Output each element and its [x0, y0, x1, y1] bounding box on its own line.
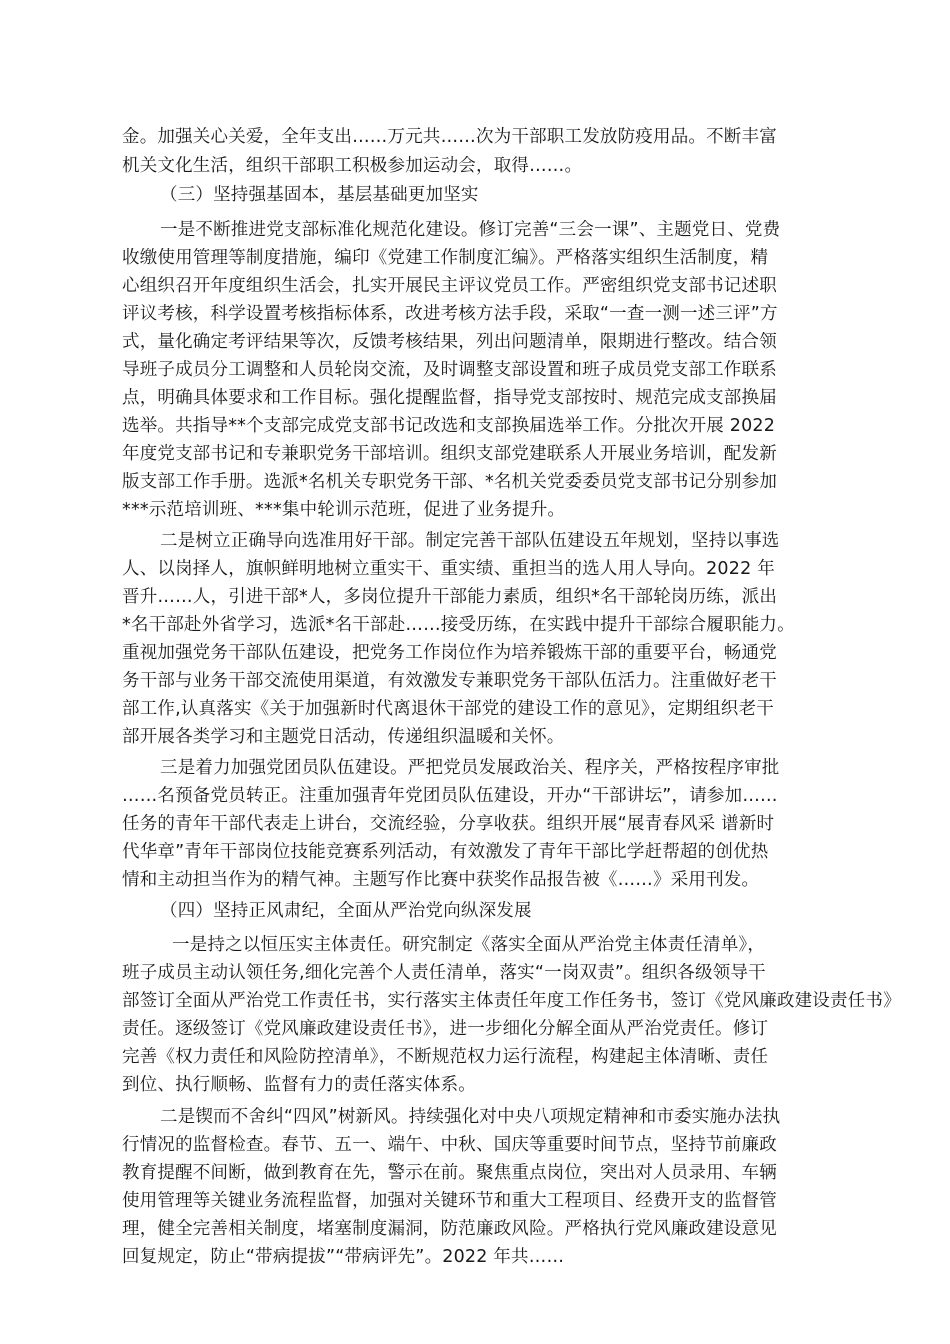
text-line: 一是持之以恒压实主体责任。研究制定《落实全面从严治党主体责任清单》， — [172, 935, 766, 955]
text-line: 使用管理等关键业务流程监督，加强对关键环节和重大工程项目、经费开支的监督管 — [122, 1191, 777, 1211]
text-line: 晋升……人，引进干部*人，多岗位提升干部能力素质，组织*名干部轮岗历练，派出 — [122, 587, 778, 607]
text-line: 三是着力加强党团员队伍建设。严把党员发展政治关、程序关，严格按程序审批 — [160, 758, 780, 778]
section-heading: （四）坚持正风肃纪，全面从严治党向纵深发展 — [160, 901, 532, 921]
text-line: 到位、执行顺畅、监督有力的责任落实体系。 — [122, 1075, 476, 1095]
text-line: 人、以岗择人，旗帜鲜明地树立重实干、重实绩、重担当的选人用人导向。2022 年 — [122, 559, 775, 579]
text-line: 理，健全完善相关制度，堵塞制度漏洞，防范廉政风险。严格执行党风廉政建设意见 — [122, 1219, 777, 1239]
text-line: 情和主动担当作为的精气神。主题写作比赛中获奖作品报告被《……》采用刊发。 — [122, 870, 760, 890]
text-line: 部工作,认真落实《关于加强新时代离退休干部党的建设工作的意见》，定期组织老干 — [122, 699, 774, 719]
text-line: 二是树立正确导向选准用好干部。制定完善干部队伍建设五年规划，坚持以事选 — [160, 531, 780, 551]
text-line: 式，量化确定考评结果等次，反馈考核结果，列出问题清单，限期进行整改。结合领 — [122, 332, 777, 352]
text-line: 班子成员主动认领任务,细化完善个人责任清单，落实“一岗双责”。组织各级领导干 — [122, 963, 766, 983]
text-line: 导班子成员分工调整和人员轮岗交流，及时调整支部设置和班子成员党支部工作联系 — [122, 360, 777, 380]
section-heading: （三）坚持强基固本，基层基础更加坚实 — [160, 185, 479, 205]
text-line: 一是不断推进党支部标准化规范化建设。修订完善“三会一课”、主题党日、党费 — [160, 220, 781, 240]
text-line: 教育提醒不间断，做到教育在先，警示在前。聚焦重点岗位，突出对人员录用、车辆 — [122, 1163, 777, 1183]
text-line: 机关文化生活，组织干部职工积极参加运动会，取得……。 — [122, 156, 583, 176]
text-line: 选举。共指导**个支部完成党支部书记改选和支部换届选举工作。分批次开展 2022 — [122, 416, 776, 436]
text-line: 完善《权力责任和风险防控清单》，不断规范权力运行流程，构建起主体清晰、责任 — [122, 1047, 769, 1067]
text-line: 代华章”青年干部岗位技能竞赛系列活动，有效激发了青年干部比学赶帮超的创优热 — [122, 842, 769, 862]
text-line: 部开展各类学习和主题党日活动，传递组织温暖和关怀。 — [122, 727, 565, 747]
text-line: 责任。逐级签订《党风廉政建设责任书》，进一步细化分解全面从严治党责任。修订 — [122, 1019, 769, 1039]
text-line: 行情况的监督检查。春节、五一、端午、中秋、国庆等重要时间节点，坚持节前廉政 — [122, 1135, 777, 1155]
text-line: 收缴使用管理等制度措施，编印《党建工作制度汇编》。严格落实组织生活制度，精 — [122, 248, 769, 268]
text-line: 评议考核，科学设置考核指标体系，改进考核方法手段，采取“一查一测一述三评”方 — [122, 304, 778, 324]
text-line: ***示范培训班、***集中轮训示范班，促进了业务提升。 — [122, 500, 566, 520]
text-line: 二是锲而不舍纠“四风”树新风。持续强化对中央八项规定精神和市委实施办法执 — [160, 1107, 781, 1127]
text-line: 务干部与业务干部交流使用渠道，有效激发专兼职党务干部队伍活力。注重做好老干 — [122, 671, 777, 691]
text-line: 部签订全面从严治党工作责任书，实行落实主体责任年度工作任务书，签订《党风廉政建设责任书》 — [122, 991, 901, 1011]
text-line: 金。加强关心关爱，全年支出……万元共……次为干部职工发放防疫用品。不断丰富 — [122, 127, 777, 147]
text-line: 回复规定，防止“带病提拔”“带病评先”。2022 年共…… — [122, 1247, 565, 1267]
text-line: 年度党支部书记和专兼职党务干部培训。组织支部党建联系人开展业务培训，配发新 — [122, 444, 777, 464]
text-line: *名干部赴外省学习，选派*名干部赴……接受历练，在实践中提升干部综合履职能力。 — [122, 615, 795, 635]
text-line: 心组织召开年度组织生活会，扎实开展民主评议党员工作。严密组织党支部书记述职 — [122, 276, 777, 296]
text-line: 点，明确具体要求和工作目标。强化提醒监督，指导党支部按时、规范完成支部换届 — [122, 388, 777, 408]
text-line: 任务的青年干部代表走上讲台，交流经验，分享收获。组织开展“展青春风采 谱新时 — [122, 814, 775, 834]
text-line: ……名预备党员转正。注重加强青年党团员队伍建设，开办“干部讲坛”，请参加…… — [122, 786, 778, 806]
text-line: 版支部工作手册。选派*名机关专职党务干部、*名机关党委委员党支部书记分别参加 — [122, 472, 778, 492]
text-line: 重视加强党务干部队伍建设，把党务工作岗位作为培养锻炼干部的重要平台，畅通党 — [122, 643, 777, 663]
